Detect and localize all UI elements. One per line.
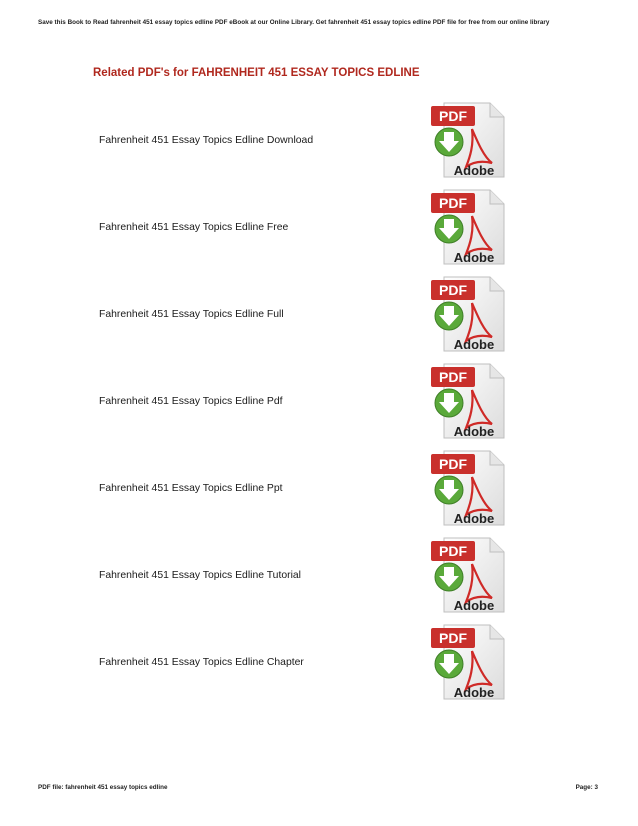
pdf-download-icon[interactable] — [428, 275, 506, 353]
related-heading: Related PDF's for FAHRENHEIT 451 ESSAY TOPICS EDLINE — [93, 67, 420, 79]
pdf-download-icon[interactable] — [428, 536, 506, 614]
related-link[interactable]: Fahrenheit 451 Essay Topics Edline Free — [99, 222, 289, 233]
related-link[interactable]: Fahrenheit 451 Essay Topics Edline Full — [99, 309, 284, 320]
pdf-badge-text: PDF — [439, 195, 467, 211]
adobe-brand-text: Adobe — [453, 598, 495, 613]
related-link[interactable]: Fahrenheit 451 Essay Topics Edline Chapter — [99, 657, 304, 668]
related-link[interactable]: Fahrenheit 451 Essay Topics Edline Ppt — [99, 483, 283, 494]
pdf-download-icon[interactable] — [428, 623, 506, 701]
adobe-brand-text: Adobe — [453, 685, 495, 700]
related-link[interactable]: Fahrenheit 451 Essay Topics Edline Download — [99, 135, 314, 146]
top-banner: Save this Book to Read fahrenheit 451 essay topics edline PDF eBook at our Online Library. Get fahrenheit 451 essay topics edline PDF file for free from our online library — [38, 19, 550, 26]
footer-page-label: Page: 3 — [575, 784, 598, 791]
pdf-download-icon[interactable] — [428, 188, 506, 266]
pdf-badge-text: PDF — [439, 108, 467, 124]
pdf-badge-text: PDF — [439, 456, 467, 472]
pdf-download-icon[interactable] — [428, 362, 506, 440]
pdf-badge-text: PDF — [439, 369, 467, 385]
pdf-badge-text: PDF — [439, 630, 467, 646]
pdf-download-icon[interactable] — [428, 449, 506, 527]
pdf-download-icon[interactable] — [428, 101, 506, 179]
adobe-brand-text: Adobe — [453, 250, 495, 265]
adobe-brand-text: Adobe — [453, 163, 495, 178]
pdf-badge-text: PDF — [439, 282, 467, 298]
adobe-brand-text: Adobe — [453, 511, 495, 526]
footer-file-label: PDF file: fahrenheit 451 essay topics edline — [38, 784, 168, 791]
related-link[interactable]: Fahrenheit 451 Essay Topics Edline Pdf — [99, 396, 283, 407]
adobe-brand-text: Adobe — [453, 337, 495, 352]
adobe-brand-text: Adobe — [453, 424, 495, 439]
related-link[interactable]: Fahrenheit 451 Essay Topics Edline Tutorial — [99, 570, 301, 581]
pdf-badge-text: PDF — [439, 543, 467, 559]
